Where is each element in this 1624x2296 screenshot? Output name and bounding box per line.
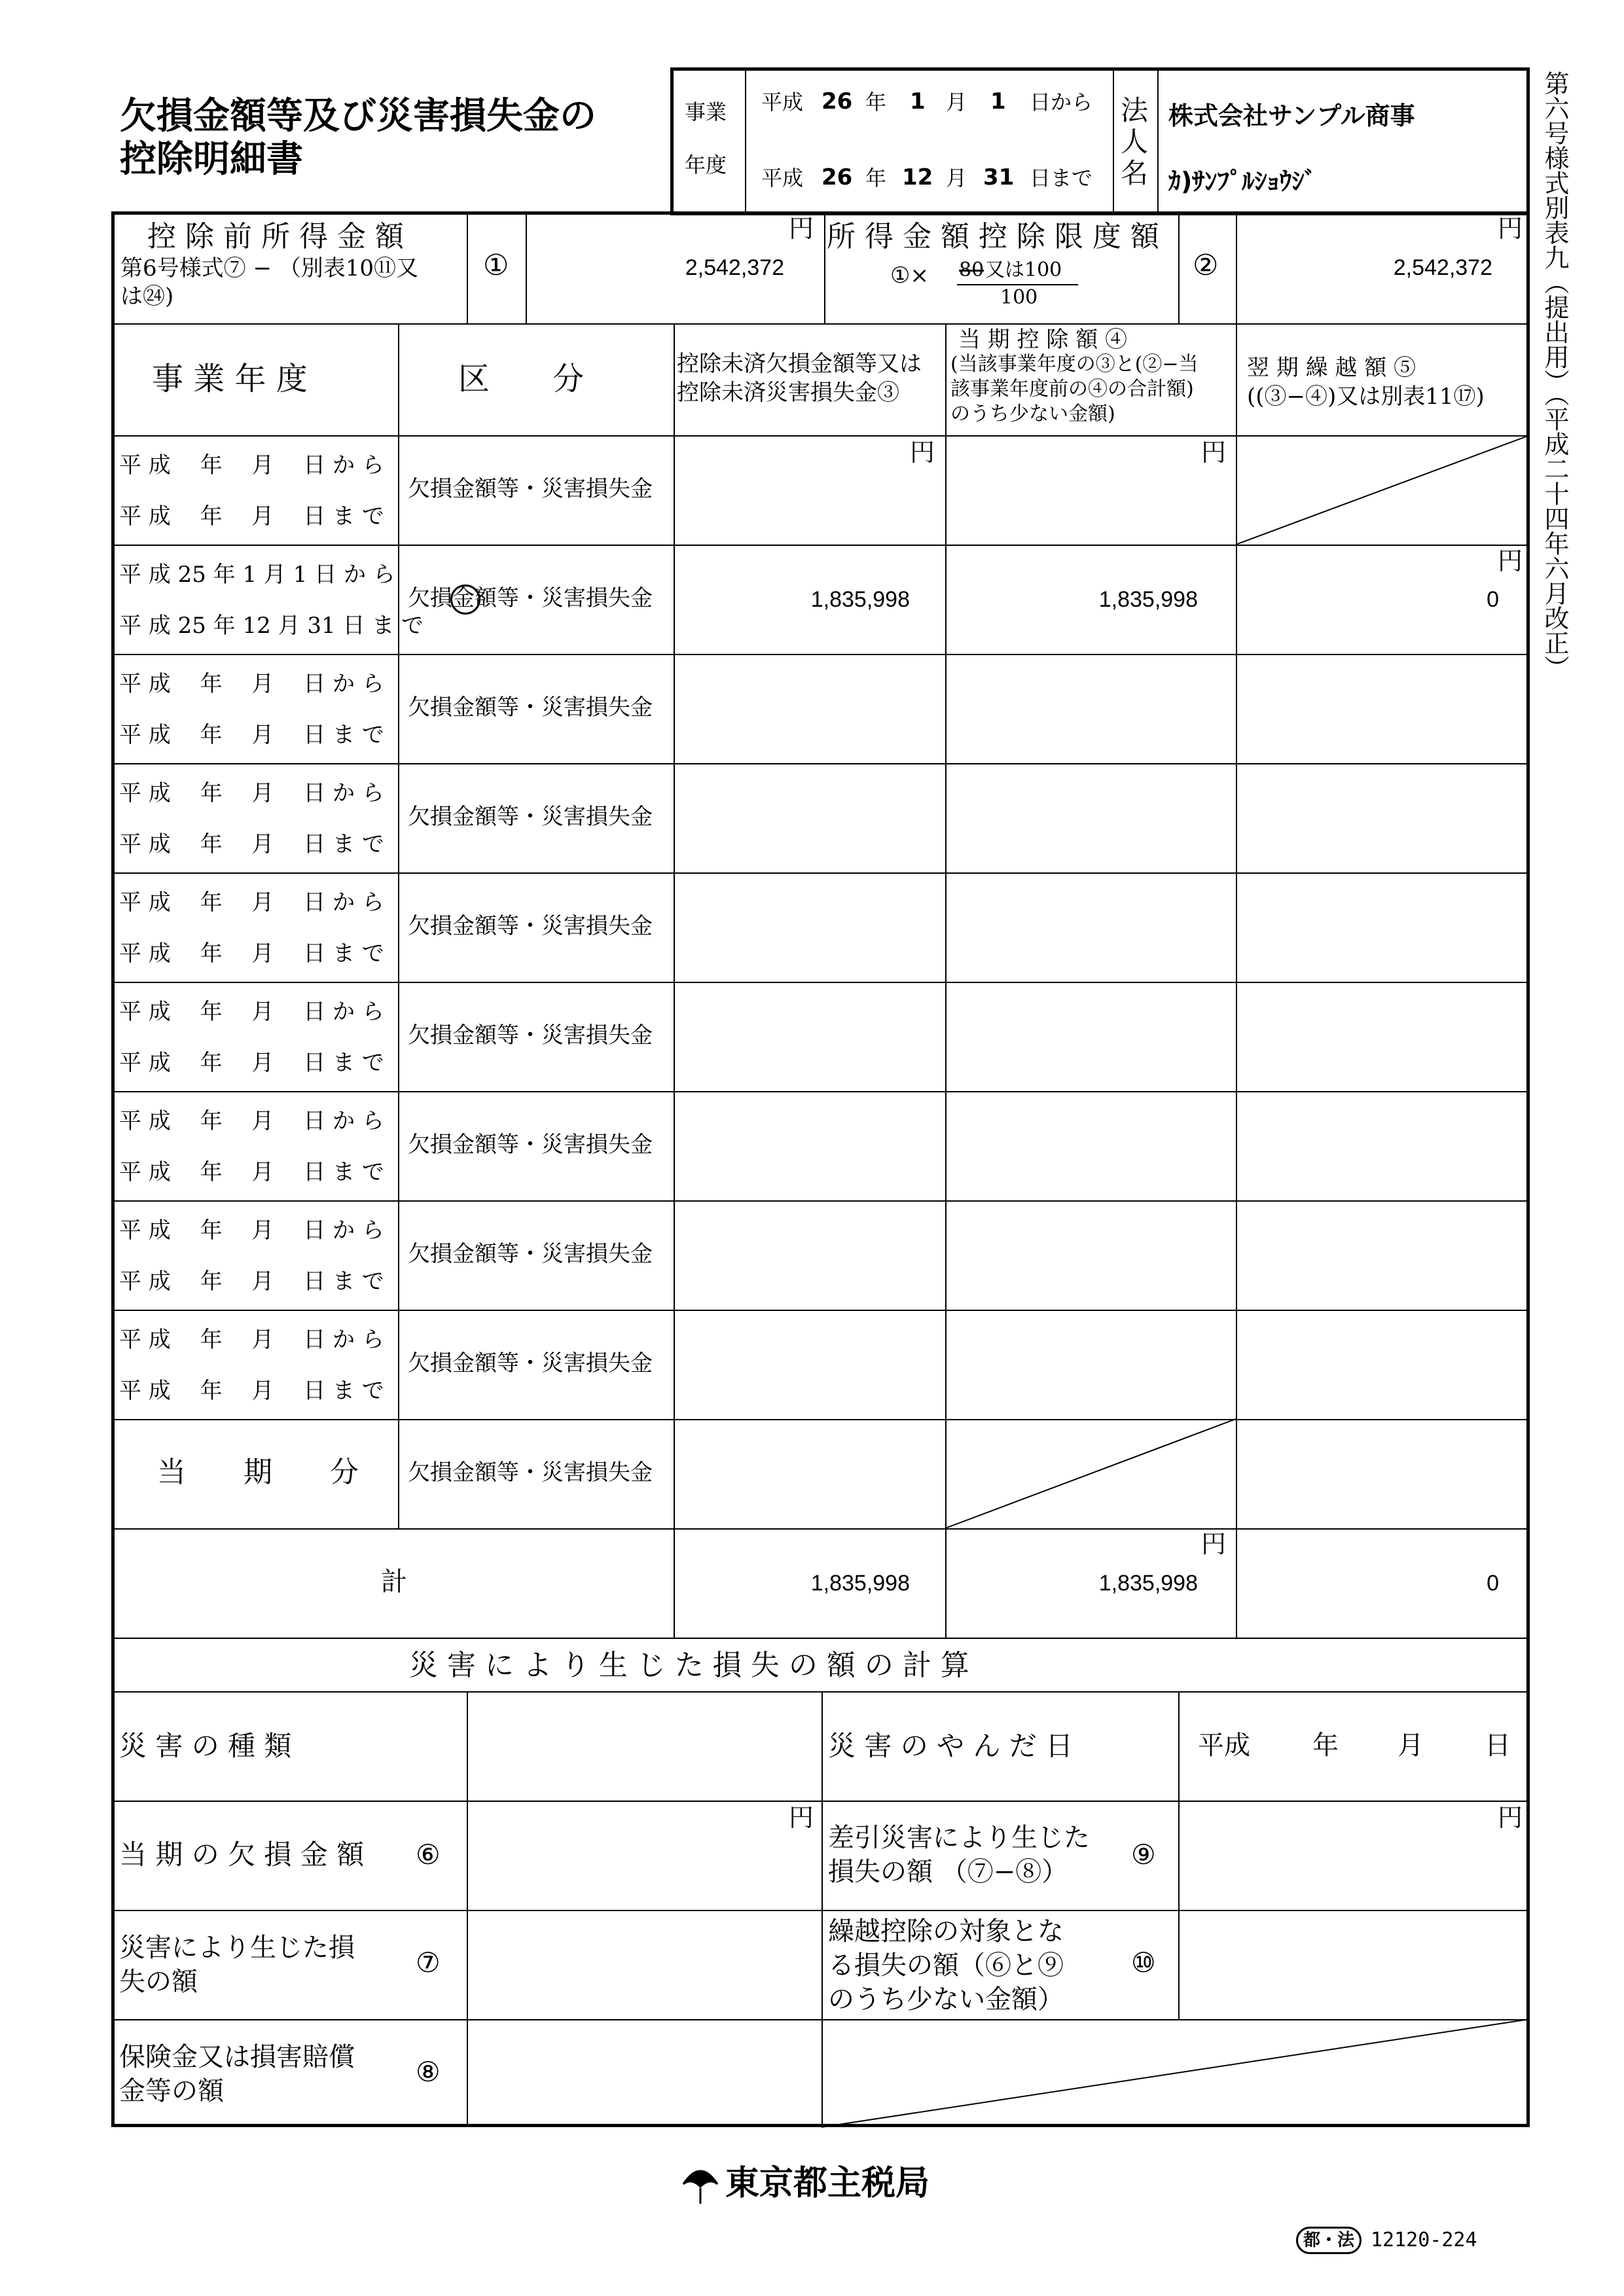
current-period-label: 当 期 分	[157, 1456, 359, 1489]
yen-unit: 円	[1201, 1530, 1227, 1558]
circle-2: ②	[1193, 249, 1219, 282]
category-text: 欠損金額等・災害損失金	[408, 913, 653, 939]
company-name: 株式会社サンプル商事	[1168, 101, 1415, 130]
jigyo-label: 事業	[685, 99, 727, 124]
disaster-section-title: 災 害 に よ り 生 じ た 損 失 の 額 の 計 算	[409, 1649, 969, 1682]
total-current-deduction: 1,835,998	[1098, 1571, 1198, 1596]
yen-unit: 円	[1498, 547, 1523, 575]
diagonal-strike	[1236, 435, 1530, 545]
fiscal-to: 平 成 年 月 日 ま で	[119, 831, 384, 857]
category-text: 欠損金額等・災害損失金	[408, 804, 653, 830]
fiscal-to: 平 成 年 月 日 ま で	[119, 1378, 384, 1404]
current-loss-label: 当 期 の 欠 損 金 額	[119, 1839, 365, 1871]
fiscal-to: 平 成 年 月 日 ま で	[119, 722, 384, 748]
fiscal-from: 平 成 年 月 日 か ら	[119, 999, 384, 1025]
disaster-loss-label: 災害により生じた損 失の額	[119, 1933, 355, 1997]
yen-unit: 円	[789, 214, 814, 243]
col-header-category: 区 分	[458, 361, 585, 397]
disaster-type-label: 災 害 の 種 類	[119, 1730, 292, 1762]
fiscal-to: 平 成 年 月 日 ま で	[119, 1159, 384, 1185]
category-text: 欠損金額等・災害損失金	[408, 1460, 653, 1486]
fiscal-to: 平 成 年 月 日 ま で	[119, 1050, 384, 1076]
income-deduction-limit-value: 2,542,372	[1393, 255, 1492, 280]
diagonal-strike	[945, 1419, 1236, 1528]
fiscal-from: 平 成 年 月 日 か ら	[119, 1327, 384, 1353]
fiscal-to: 平 成 年 月 日 ま で	[119, 1268, 384, 1295]
circle-7: ⑦	[416, 1946, 441, 1979]
total-unused-loss: 1,835,998	[810, 1571, 910, 1596]
circle-10: ⑩	[1131, 1946, 1156, 1979]
category-text: 欠損金額等・災害損失金	[408, 585, 653, 611]
col-header-unused-loss: 控除未済欠損金額等又は 控除未済災害損失金③	[677, 351, 922, 406]
fiscal-from: 平 成 25 年 1 月 1 日 か ら	[119, 562, 395, 588]
company-kana: ｶ)ｻﾝﾌﾟﾙｼｮｳｼﾞ	[1168, 167, 1317, 196]
circle-1: ①	[483, 249, 509, 282]
fiscal-to: 平 成 年 月 日 ま で	[119, 503, 384, 529]
pre-deduction-income-sub2: は㉔)	[120, 283, 174, 310]
fiscal-from: 平 成 年 月 日 か ら	[119, 1217, 384, 1244]
fiscal-from: 平 成 年 月 日 か ら	[119, 889, 384, 916]
circle-8: ⑧	[416, 2056, 441, 2088]
col-header-current-deduction: 当 期 控 除 額 ④ (当該事業年度の③と(②−当 該事業年度前の④の合計額) のうち少ない金額)	[950, 327, 1199, 425]
net-disaster-loss-label: 差引災害により生じた 損失の額 （⑦−⑧）	[828, 1823, 1090, 1887]
form-title-line2: 控除明細書	[120, 138, 303, 181]
category-text: 欠損金額等・災害損失金	[408, 1350, 653, 1376]
total-carryforward: 0	[1487, 1571, 1499, 1596]
fiscal-to: 平 成 25 年 12 月 31 日 ま で	[119, 613, 424, 639]
bureau-name: 東京都主税局	[725, 2164, 930, 2203]
current-deduction-value: 1,835,998	[1098, 587, 1198, 612]
formula-prefix: ①×	[890, 262, 929, 289]
pre-deduction-income-value: 2,542,372	[685, 255, 784, 280]
ginkgo-logo-icon	[681, 2163, 720, 2209]
disaster-end-date-label: 災 害 の や ん だ 日	[828, 1730, 1074, 1762]
col-header-fiscal-year: 事 業 年 度	[152, 361, 308, 397]
form-stamp: 都・法	[1296, 2227, 1362, 2254]
pre-deduction-income-sub1: 第6号様式⑦ − （別表10⑪又	[120, 255, 418, 281]
selection-circle	[450, 584, 480, 615]
yen-unit: 円	[1498, 1803, 1523, 1832]
unused-loss-value: 1,835,998	[810, 587, 910, 612]
fiscal-from: 平 成 年 月 日 か ら	[119, 671, 384, 697]
pre-deduction-income-label: 控 除 前 所 得 金 額	[147, 220, 404, 253]
fiscal-from: 平 成 年 月 日 か ら	[119, 1108, 384, 1134]
yen-unit: 円	[1201, 438, 1227, 467]
form-code: 12120-224	[1371, 2229, 1477, 2251]
total-label: 計	[381, 1567, 407, 1597]
category-text: 欠損金額等・災害損失金	[408, 1241, 653, 1267]
yen-unit: 円	[910, 438, 935, 467]
fiscal-to: 平 成 年 月 日 ま で	[119, 941, 384, 967]
col-header-carryforward: 翌 期 繰 越 額 ⑤ ((③−④)又は別表11⑰)	[1247, 355, 1485, 410]
yen-unit: 円	[789, 1803, 814, 1832]
circle-9: ⑨	[1131, 1839, 1156, 1871]
diagonal-strike	[821, 2019, 1530, 2127]
category-text: 欠損金額等・災害損失金	[408, 1022, 653, 1049]
form-title-line1: 欠損金額等及び災害損失金の	[120, 95, 596, 137]
category-text: 欠損金額等・災害損失金	[408, 694, 653, 721]
form-number-side-label: 第六号様式別表九（提出用）（平成二十四年六月改正）	[1540, 71, 1569, 680]
insurance-label: 保険金又は損害賠償 金等の額	[119, 2042, 355, 2106]
income-deduction-limit-label: 所 得 金 額 控 除 限 度 額	[827, 220, 1159, 253]
fiscal-from: 平 成 年 月 日 か ら	[119, 780, 384, 806]
category-text: 欠損金額等・災害損失金	[408, 476, 653, 502]
yen-unit: 円	[1498, 214, 1523, 243]
carryover-loss-label: 繰越控除の対象とな る損失の額（⑥と⑨ のうち少ない金額）	[828, 1916, 1064, 2015]
circle-6: ⑥	[416, 1839, 441, 1871]
nendo-label: 年度	[685, 152, 727, 177]
carryforward-value: 0	[1487, 587, 1499, 612]
fiscal-from: 平 成 年 月 日 か ら	[119, 452, 384, 478]
category-text: 欠損金額等・災害損失金	[408, 1132, 653, 1158]
